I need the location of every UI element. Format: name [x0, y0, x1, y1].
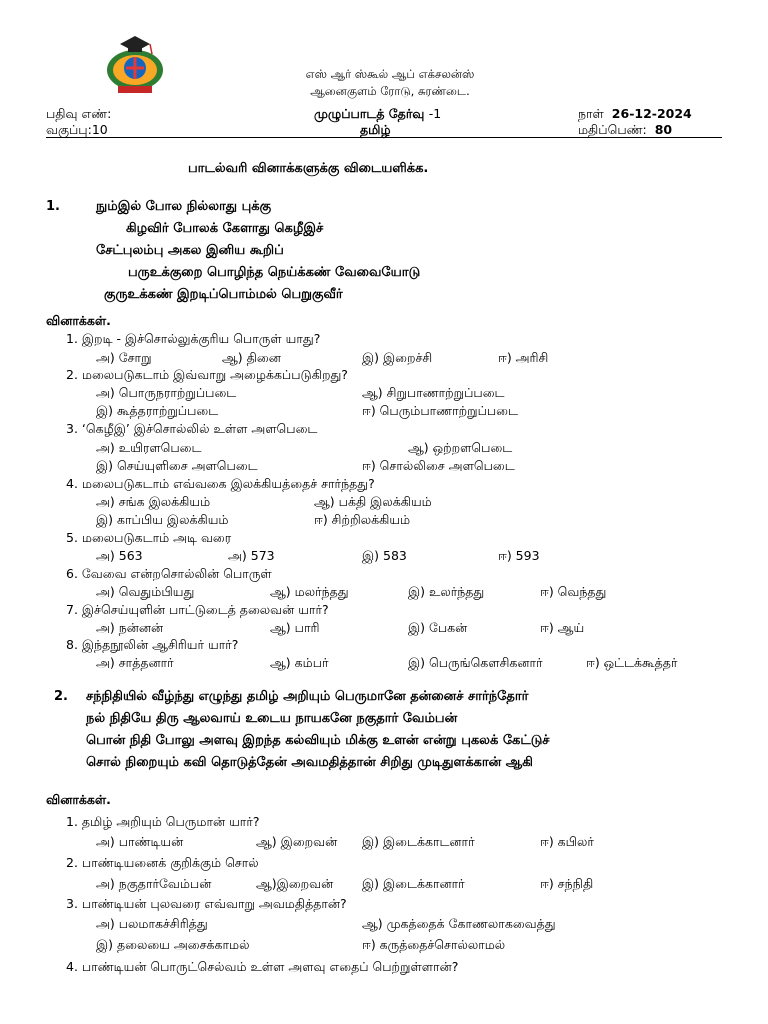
school-logo — [98, 30, 172, 96]
question-text: 4. மலைபடுகடாம் எவ்வகை இலக்கியத்தைச் சார்ந்தது? — [66, 476, 375, 491]
option-a: அ) பாண்டியன் — [96, 834, 184, 849]
option-a: அ) 563 — [96, 548, 143, 563]
option-c: இ) தலையை அசைக்காமல் — [96, 937, 250, 952]
poem1-line: சேட்புலம்பு அகல இனிய கூறிப் — [96, 243, 284, 258]
poem2-line: பொன் நிதி போலு அளவு இறந்த கல்வியும் மிக்கு உளன் என்று புகலக் கேட்டுச் — [86, 733, 550, 748]
exam-title-text: முழுப்பாடத் தேர்வு — [314, 106, 425, 121]
question-text: 7. இச்செய்யுளின் பாட்டுடைத் தலைவன் யார்? — [66, 602, 329, 617]
question-text: 4. பாண்டியன் பொருட்செல்வம் உள்ள அளவு எதைப் பெற்றுள்ளான்? — [66, 959, 459, 974]
poem2-line: சந்நிதியில் வீழ்ந்து எழுந்து தமிழ் அறியும் பெருமானே தன்னைச் சார்ந்தோர் — [86, 689, 529, 704]
option-c: இ) இறைச்சி — [362, 350, 433, 365]
registration-label: பதிவு எண்: — [46, 106, 112, 121]
school-name-line1: எஸ் ஆர் ஸ்கூல் ஆப் எக்சலன்ஸ் — [305, 67, 475, 81]
option-a: அ) பொருநராற்றுப்படை — [96, 385, 237, 400]
header-divider — [46, 137, 722, 138]
question-text: 2. மலைபடுகடாம் இவ்வாறு அழைக்கப்படுகிறது? — [66, 367, 348, 382]
subject-label: தமிழ் — [360, 122, 391, 137]
poem1-line: கிழவிர் போலக் கேளாது கெழீஇச் — [126, 221, 324, 236]
date-value: 26-12-2024 — [611, 106, 692, 121]
poem2-line: சொல் நிறையும் கவி தொடுத்தேன் அவமதித்தான் சிறிது முடிதுளக்கான் ஆகி — [86, 755, 533, 770]
option-a: அ) வெதும்பியது — [96, 584, 195, 599]
poem1-line: நும்இல் போல நில்லாது புக்கு — [96, 199, 272, 214]
option-a: அ) நகுதார்வேம்பன் — [96, 876, 212, 891]
instruction-text: பாடல்வரி வினாக்களுக்கு விடையளிக்க. — [188, 161, 429, 176]
option-c: இ) இடைக்காடனார் — [362, 834, 475, 849]
option-b: அ) 573 — [228, 548, 275, 563]
option-d: ஈ) ஒட்டக்கூத்தர் — [586, 655, 678, 670]
option-c: இ) 583 — [362, 548, 407, 563]
option-d: ஈ) சொல்லிசை அளபெடை — [362, 458, 515, 473]
option-b: ஆ)இறைவன் — [256, 876, 334, 891]
option-d: ஈ) கபிலர் — [540, 834, 594, 849]
marks-value: 80 — [654, 122, 673, 137]
option-d: ஈ) வெந்தது — [540, 584, 607, 599]
class-label: வகுப்பு:10 — [46, 122, 108, 137]
date-label: நாள் — [578, 106, 604, 121]
option-a: அ) சங்க இலக்கியம் — [96, 494, 211, 509]
option-d: ஈ) அரிசி — [498, 350, 549, 365]
option-b: ஆ) ஒற்றளபெடை — [408, 440, 513, 455]
option-b: ஆ) பாரி — [270, 620, 320, 635]
section2-number: 2. — [54, 689, 68, 704]
option-b: ஆ) இறைவன் — [256, 834, 338, 849]
option-d: ஈ) 593 — [498, 548, 540, 563]
option-c: இ) பேகன் — [408, 620, 468, 635]
question-text: 3. ‘கெழீஇ’ இச்சொல்லில் உள்ள அளபெடை — [66, 421, 318, 436]
option-a: அ) நன்னன் — [96, 620, 164, 635]
option-c: இ) பெருங்கௌசிகனார் — [408, 655, 543, 670]
question-text: 6. வேவை என்றசொல்லின் பொருள் — [66, 566, 272, 581]
option-c: இ) காப்பிய இலக்கியம் — [96, 512, 229, 527]
option-d: ஈ) கருத்தைச்சொல்லாமல் — [362, 937, 506, 952]
option-b: ஆ) கம்பர் — [270, 655, 329, 670]
question-text: 8. இந்தநூலின் ஆசிரியர் யார்? — [66, 637, 239, 652]
question-text: 2. பாண்டியனைக் குறிக்கும் சொல் — [66, 855, 259, 870]
option-d: ஈ) சிற்றிலக்கியம் — [314, 512, 411, 527]
school-name — [270, 66, 510, 100]
option-a: அ) உயிரளபெடை — [96, 440, 202, 455]
option-a: அ) சோறு — [96, 350, 152, 365]
question-text: 1. தமிழ் அறியும் பெருமான் யார்? — [66, 814, 260, 829]
question-text: 3. பாண்டியன் புலவரை எவ்வாறு அவமதித்தான்? — [66, 896, 347, 911]
option-c: இ) இடைக்கானார் — [362, 876, 465, 891]
questions-heading: வினாக்கள். — [46, 313, 111, 328]
option-d: ஈ) ஆய் — [540, 620, 585, 635]
option-d: ஈ) சந்நிதி — [540, 876, 594, 891]
option-d: ஈ) பெரும்பாணாற்றுப்படை — [362, 403, 518, 418]
poem2-line: நல் நிதியே திரு ஆலவாய் உடைய நாயகனே நகுதார் வேம்பன் — [86, 711, 458, 726]
question-text: 1. இறடி - இச்சொல்லுக்குரிய பொருள் யாது? — [66, 331, 321, 346]
question-text: 5. மலைபடுகடாம் அடி வரை — [66, 530, 232, 545]
option-c: இ) கூத்தராற்றுப்படை — [96, 403, 219, 418]
questions-heading: வினாக்கள். — [46, 792, 111, 807]
option-b: ஆ) தினை — [222, 350, 281, 365]
option-a: அ) பலமாகச்சிரித்து — [96, 916, 208, 931]
exam-number: -1 — [428, 106, 442, 121]
date-field — [578, 106, 692, 123]
section1-number: 1. — [46, 199, 60, 214]
option-c: இ) உலர்ந்தது — [408, 584, 485, 599]
marks-label: மதிப்பெண்: — [578, 122, 647, 137]
option-b: ஆ) மலர்ந்தது — [270, 584, 349, 599]
option-a: அ) சாத்தனார் — [96, 655, 174, 670]
option-c: இ) செய்யுளிசை அளபெடை — [96, 458, 258, 473]
exam-title — [314, 106, 441, 123]
option-b: ஆ) முகத்தைக் கோணலாகவைத்து — [362, 916, 556, 931]
option-b: ஆ) பக்தி இலக்கியம் — [314, 494, 432, 509]
poem1-line: பருஉக்குறை பொழிந்த நெய்க்கண் வேவையோடு — [128, 265, 421, 280]
poem1-line: குருஉக்கண் இறடிப்பொம்மல் பெறுகுவீர் — [104, 287, 343, 302]
school-address: ஆனைகுளம் ரோடு, சுரண்டை. — [310, 84, 470, 98]
option-b: ஆ) சிறுபாணாற்றுப்படை — [362, 385, 505, 400]
